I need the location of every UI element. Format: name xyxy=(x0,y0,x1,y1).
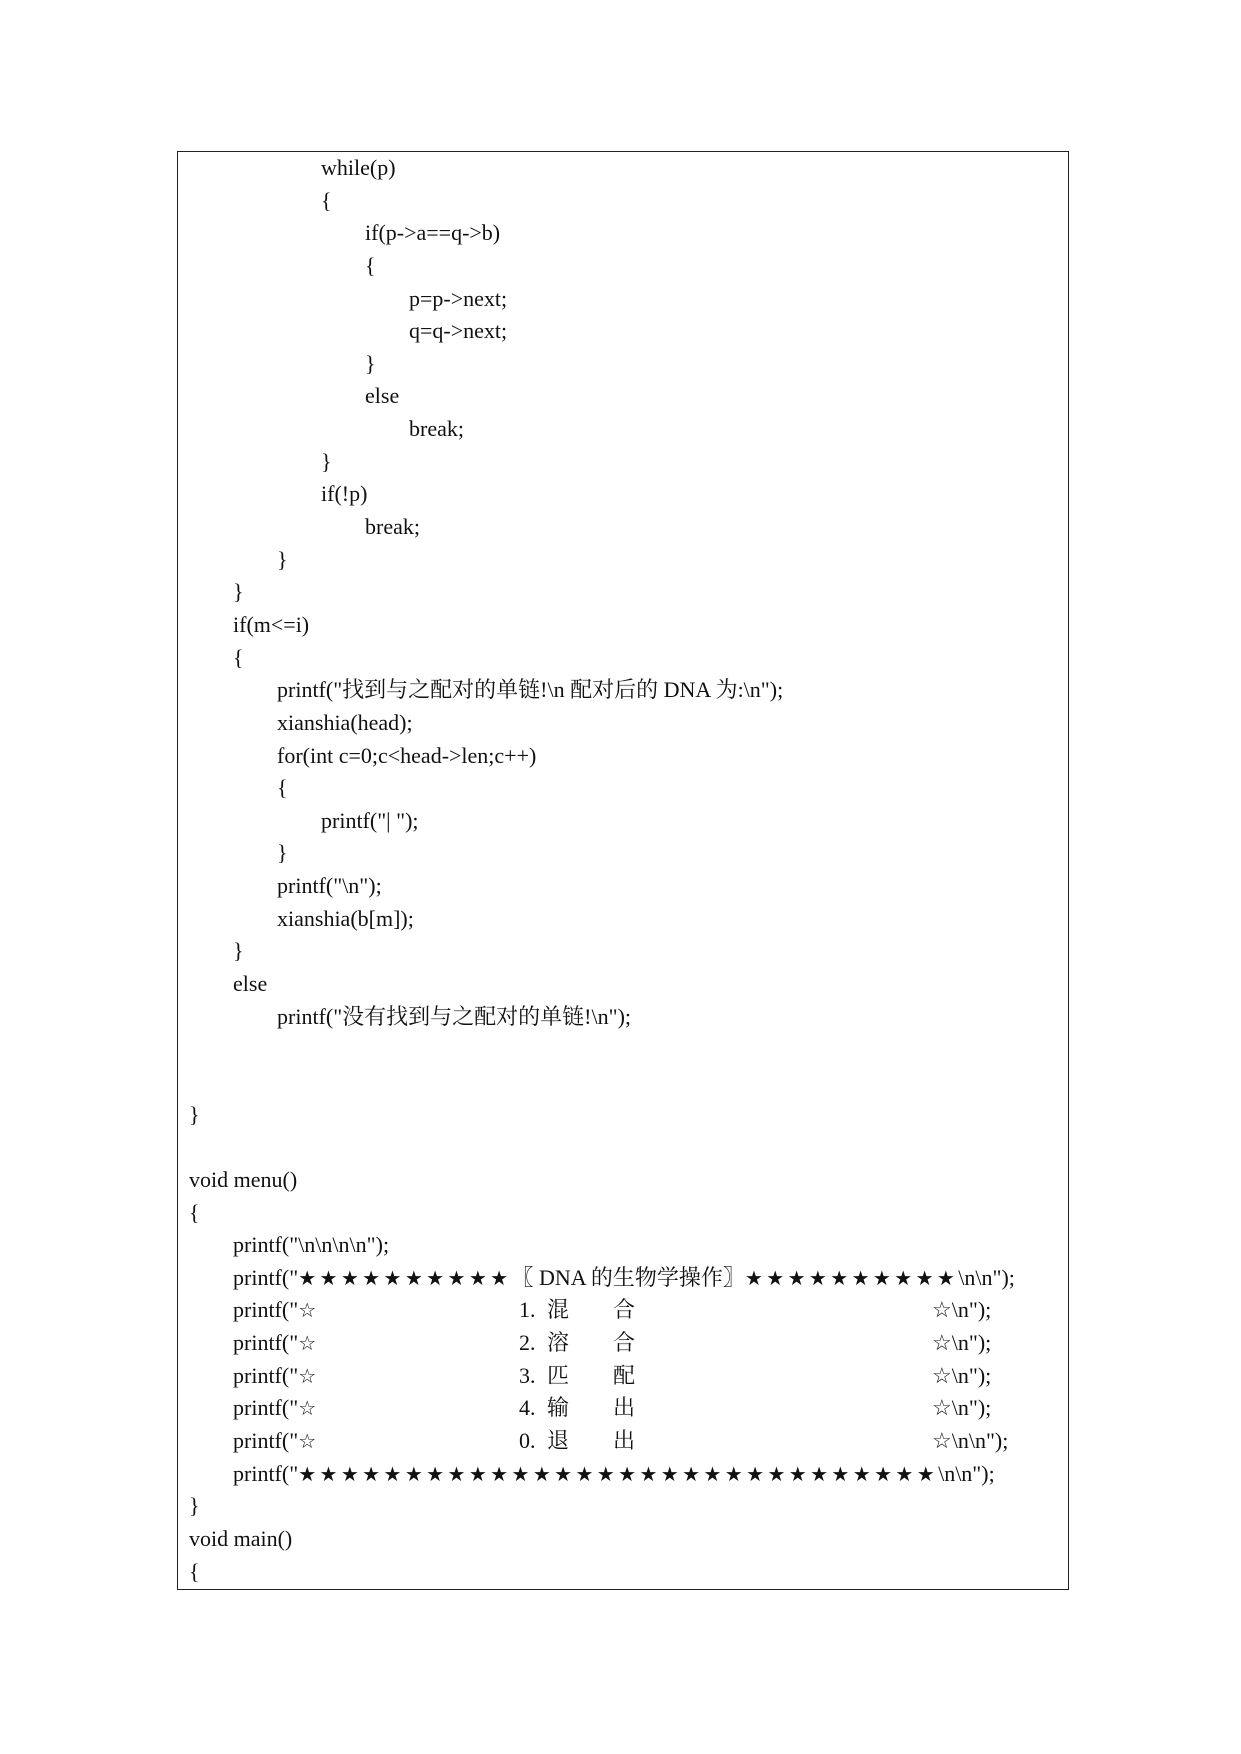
code-line: break; xyxy=(409,416,464,442)
code-line: q=q->next; xyxy=(409,318,508,344)
row-char: 出 xyxy=(613,1427,636,1453)
code-line: } xyxy=(277,840,288,866)
code-line: xianshia(head); xyxy=(277,709,413,735)
blank-line xyxy=(178,1131,1068,1164)
header-prefix: printf(" xyxy=(233,1264,299,1290)
code-line: printf("没有找到与之配对的单链!\n"); xyxy=(277,1003,632,1029)
code-line: if(!p) xyxy=(321,481,368,507)
menu-title: 〖 DNA 的生物学操作〗 xyxy=(511,1264,745,1290)
hollow-star-icon: ☆ xyxy=(298,1331,317,1356)
code-line: } xyxy=(189,1493,200,1519)
code-box xyxy=(177,151,1069,1590)
row-suffix: ☆\n"); xyxy=(932,1297,992,1323)
hollow-star-icon: ☆ xyxy=(298,1428,317,1453)
menu-signature: void menu() xyxy=(189,1166,298,1192)
row-char: 出 xyxy=(613,1395,636,1421)
row-char: 配 xyxy=(613,1362,636,1388)
row-number: 0. xyxy=(519,1427,536,1453)
row-suffix: ☆\n"); xyxy=(932,1330,992,1356)
code-line: { xyxy=(277,775,288,801)
menu-row xyxy=(178,1360,1068,1393)
menu-row xyxy=(178,1294,1068,1327)
row-prefix: printf("☆ xyxy=(233,1395,317,1421)
code-line: printf("| "); xyxy=(321,807,419,833)
code-line: { xyxy=(189,1199,200,1225)
row-prefix: printf("☆ xyxy=(233,1427,317,1453)
row-char: 匹 xyxy=(547,1362,570,1388)
code-line: { xyxy=(365,252,376,278)
code-line: printf("\n"); xyxy=(277,873,382,899)
code-line: else xyxy=(233,971,268,997)
code-line: for(int c=0;c<head->len;c++) xyxy=(277,742,537,768)
row-number: 3. xyxy=(519,1362,536,1388)
row-char: 合 xyxy=(613,1297,636,1323)
code-line: } xyxy=(277,546,288,572)
code-line: } xyxy=(233,579,244,605)
row-char: 混 xyxy=(547,1297,570,1323)
menu-header-line xyxy=(178,1262,1068,1295)
row-prefix: printf("☆ xyxy=(233,1330,317,1356)
blank-line xyxy=(178,1066,1068,1099)
hollow-star-icon: ☆ xyxy=(298,1298,317,1323)
code-line: { xyxy=(321,187,332,213)
code-line: if(p->a==q->b) xyxy=(365,220,501,246)
row-char: 合 xyxy=(613,1330,636,1356)
main-signature: void main() xyxy=(189,1525,293,1551)
row-suffix: ☆\n"); xyxy=(932,1362,992,1388)
menu-row xyxy=(178,1327,1068,1360)
row-prefix: printf("☆ xyxy=(233,1362,317,1388)
row-number: 2. xyxy=(519,1330,536,1356)
row-char: 溶 xyxy=(547,1330,570,1356)
code-line: p=p->next; xyxy=(409,285,508,311)
footer-suffix: \n\n"); xyxy=(938,1460,995,1486)
row-prefix: printf("☆ xyxy=(233,1297,317,1323)
code-line: printf("找到与之配对的单链!\n 配对后的 DNA 为:\n"); xyxy=(277,677,784,703)
code-line: { xyxy=(189,1558,200,1584)
row-suffix: ☆\n\n"); xyxy=(932,1427,1009,1453)
header-suffix: \n\n"); xyxy=(958,1264,1015,1290)
menu-row xyxy=(178,1392,1068,1425)
row-char: 输 xyxy=(547,1395,570,1421)
row-char: 退 xyxy=(547,1427,570,1453)
star-run: ★★★★★★★★★★ xyxy=(298,1265,512,1290)
menu-row xyxy=(178,1425,1068,1458)
code-line: printf("\n\n\n\n"); xyxy=(233,1232,390,1258)
code-line: while(p) xyxy=(321,155,396,180)
code-line: { xyxy=(233,644,244,670)
menu-footer-line xyxy=(178,1458,1068,1491)
footer-prefix: printf(" xyxy=(233,1460,299,1486)
code-line: else xyxy=(365,383,400,409)
code-line: } xyxy=(321,448,332,474)
star-run: ★★★★★★★★★★★★★★★★★★★★★★★★★★★★★★ xyxy=(298,1461,939,1486)
hollow-star-icon: ☆ xyxy=(298,1363,317,1388)
code-line: } xyxy=(365,350,376,376)
row-suffix: ☆\n"); xyxy=(932,1395,992,1421)
code-line: xianshia(b[m]); xyxy=(277,905,414,931)
code-line: break; xyxy=(365,514,420,540)
code-line: } xyxy=(233,938,244,964)
code-line: } xyxy=(189,1101,200,1127)
star-run: ★★★★★★★★★★ xyxy=(744,1265,959,1290)
blank-line xyxy=(178,1033,1068,1066)
row-number: 1. xyxy=(519,1297,536,1323)
hollow-star-icon: ☆ xyxy=(298,1396,317,1421)
row-number: 4. xyxy=(519,1395,536,1421)
code-line: if(m<=i) xyxy=(233,611,310,637)
